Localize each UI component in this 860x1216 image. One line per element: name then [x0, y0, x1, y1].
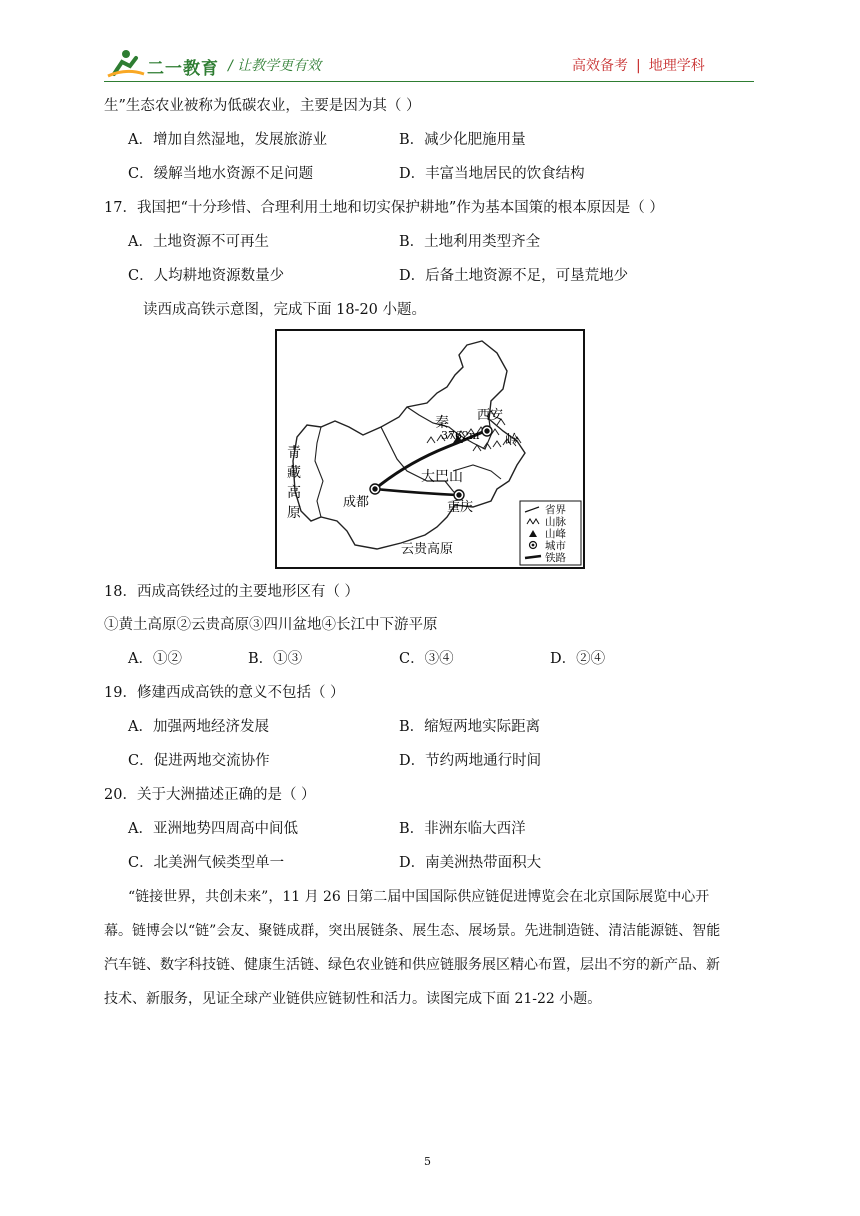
- brand-name: 二一教育: [147, 59, 219, 79]
- q16-option-a: A．增加自然湿地，发展旅游业: [128, 132, 327, 148]
- label-qin: 秦: [435, 415, 449, 431]
- header-subject: [572, 55, 705, 75]
- label-yungui: 云贵高原: [401, 542, 454, 557]
- q16-option-d: D．丰富当地居民的饮食结构: [399, 166, 585, 182]
- label-chengdu: 成都: [343, 495, 370, 510]
- legend-label-mountain: 山脉: [545, 516, 566, 528]
- q20-option-d: D．南美洲热带面积大: [399, 855, 542, 871]
- q19-option-d: D．节约两地通行时间: [399, 753, 542, 769]
- q19-option-b: B．缩短两地实际距离: [399, 719, 541, 735]
- q19-stem: 19．修建西成高铁的意义不包括（ ）: [104, 685, 345, 701]
- q18-stem: 18．西成高铁经过的主要地形区有（ ）: [104, 584, 360, 600]
- q18-option-d: D．②④: [550, 651, 606, 667]
- legend-label-border: 省界: [545, 504, 566, 516]
- brand-slogan: / 让教学更有效: [228, 58, 322, 74]
- q17-option-d: D．后备土地资源不足，可垦荒地少: [399, 268, 629, 284]
- passage-line-2: 幕。链博会以“链”会友、聚链成群，突出展链条、展生态、展场景。先进制造链、清洁能源链、智能: [104, 923, 721, 939]
- tibet-border: [315, 427, 323, 517]
- map-legend: [520, 501, 581, 565]
- label-ling: 岭: [505, 433, 519, 449]
- legend-label-railway: 铁路: [545, 552, 566, 564]
- q20-option-a: A．亚洲地势四周高中间低: [128, 821, 298, 837]
- q18-statements: ①黄土高原②云贵高原③四川盆地④长江中下游平原: [104, 617, 438, 633]
- xicheng-railway-map: [275, 329, 585, 569]
- q18-option-b: B．①③: [248, 651, 303, 667]
- label-zang: 藏: [287, 465, 301, 481]
- q18-option-a: A．①②: [128, 651, 182, 667]
- province-outline: [293, 341, 525, 549]
- label-gao: 高: [287, 485, 301, 501]
- q17-option-c: C．人均耕地资源数量少: [128, 268, 285, 284]
- header-subject-left: 高效备考: [572, 58, 628, 74]
- passage-line-1: “链接世界，共创未来”，11 月 26 日第二届中国国际供应链促进博览会在北京国际展览中心开: [128, 889, 710, 905]
- header-subject-right: 地理学科: [648, 58, 705, 74]
- label-daba: 大巴山: [421, 469, 463, 485]
- label-qing: 青: [287, 445, 301, 461]
- legend-label-peak: 山峰: [545, 528, 566, 540]
- q16-option-b: B．减少化肥施用量: [399, 132, 526, 148]
- q17-stem: 17．我国把“十分珍惜、合理利用土地和切实保护耕地”作为基本国策的根本原因是（ ）: [104, 200, 664, 216]
- label-xian: 西安: [477, 408, 504, 423]
- header-separator: |: [636, 58, 641, 74]
- legend-label-city: 城市: [545, 540, 566, 552]
- q20-option-b: B．非洲东临大西洋: [399, 821, 526, 837]
- q19-option-c: C．促进两地交流协作: [128, 753, 270, 769]
- q18-option-c: C．③④: [399, 651, 454, 667]
- railway-line-2: [375, 489, 457, 495]
- label-peak-height: 3762m: [441, 429, 480, 442]
- map-svg: [277, 331, 583, 567]
- q20-option-c: C．北美洲气候类型单一: [128, 855, 285, 871]
- passage-line-4: 技术、新服务，见证全球产业链供应链韧性和活力。读图完成下面 21-22 小题。: [104, 991, 602, 1007]
- label-yuan: 原: [287, 505, 301, 521]
- page-number: 5: [424, 1155, 431, 1168]
- q19-option-a: A．加强两地经济发展: [128, 719, 269, 735]
- intro-18-20: 读西成高铁示意图，完成下面 18-20 小题。: [143, 302, 427, 318]
- q16-option-c: C．缓解当地水资源不足问题: [128, 166, 314, 182]
- q17-option-b: B．土地利用类型齐全: [399, 234, 541, 250]
- label-chongqing: 重庆: [447, 500, 474, 515]
- q20-stem: 20．关于大洲描述正确的是（ ）: [104, 787, 316, 803]
- q16-stem-tail: 生”生态农业被称为低碳农业，主要是因为其（ ）: [104, 98, 421, 114]
- header-divider: [104, 81, 754, 82]
- passage-line-3: 汽车链、数字科技链、健康生活链、绿色农业链和供应链服务展区精心布置，层出不穷的新产品、新: [104, 957, 720, 973]
- q17-option-a: A．土地资源不可再生: [128, 234, 269, 250]
